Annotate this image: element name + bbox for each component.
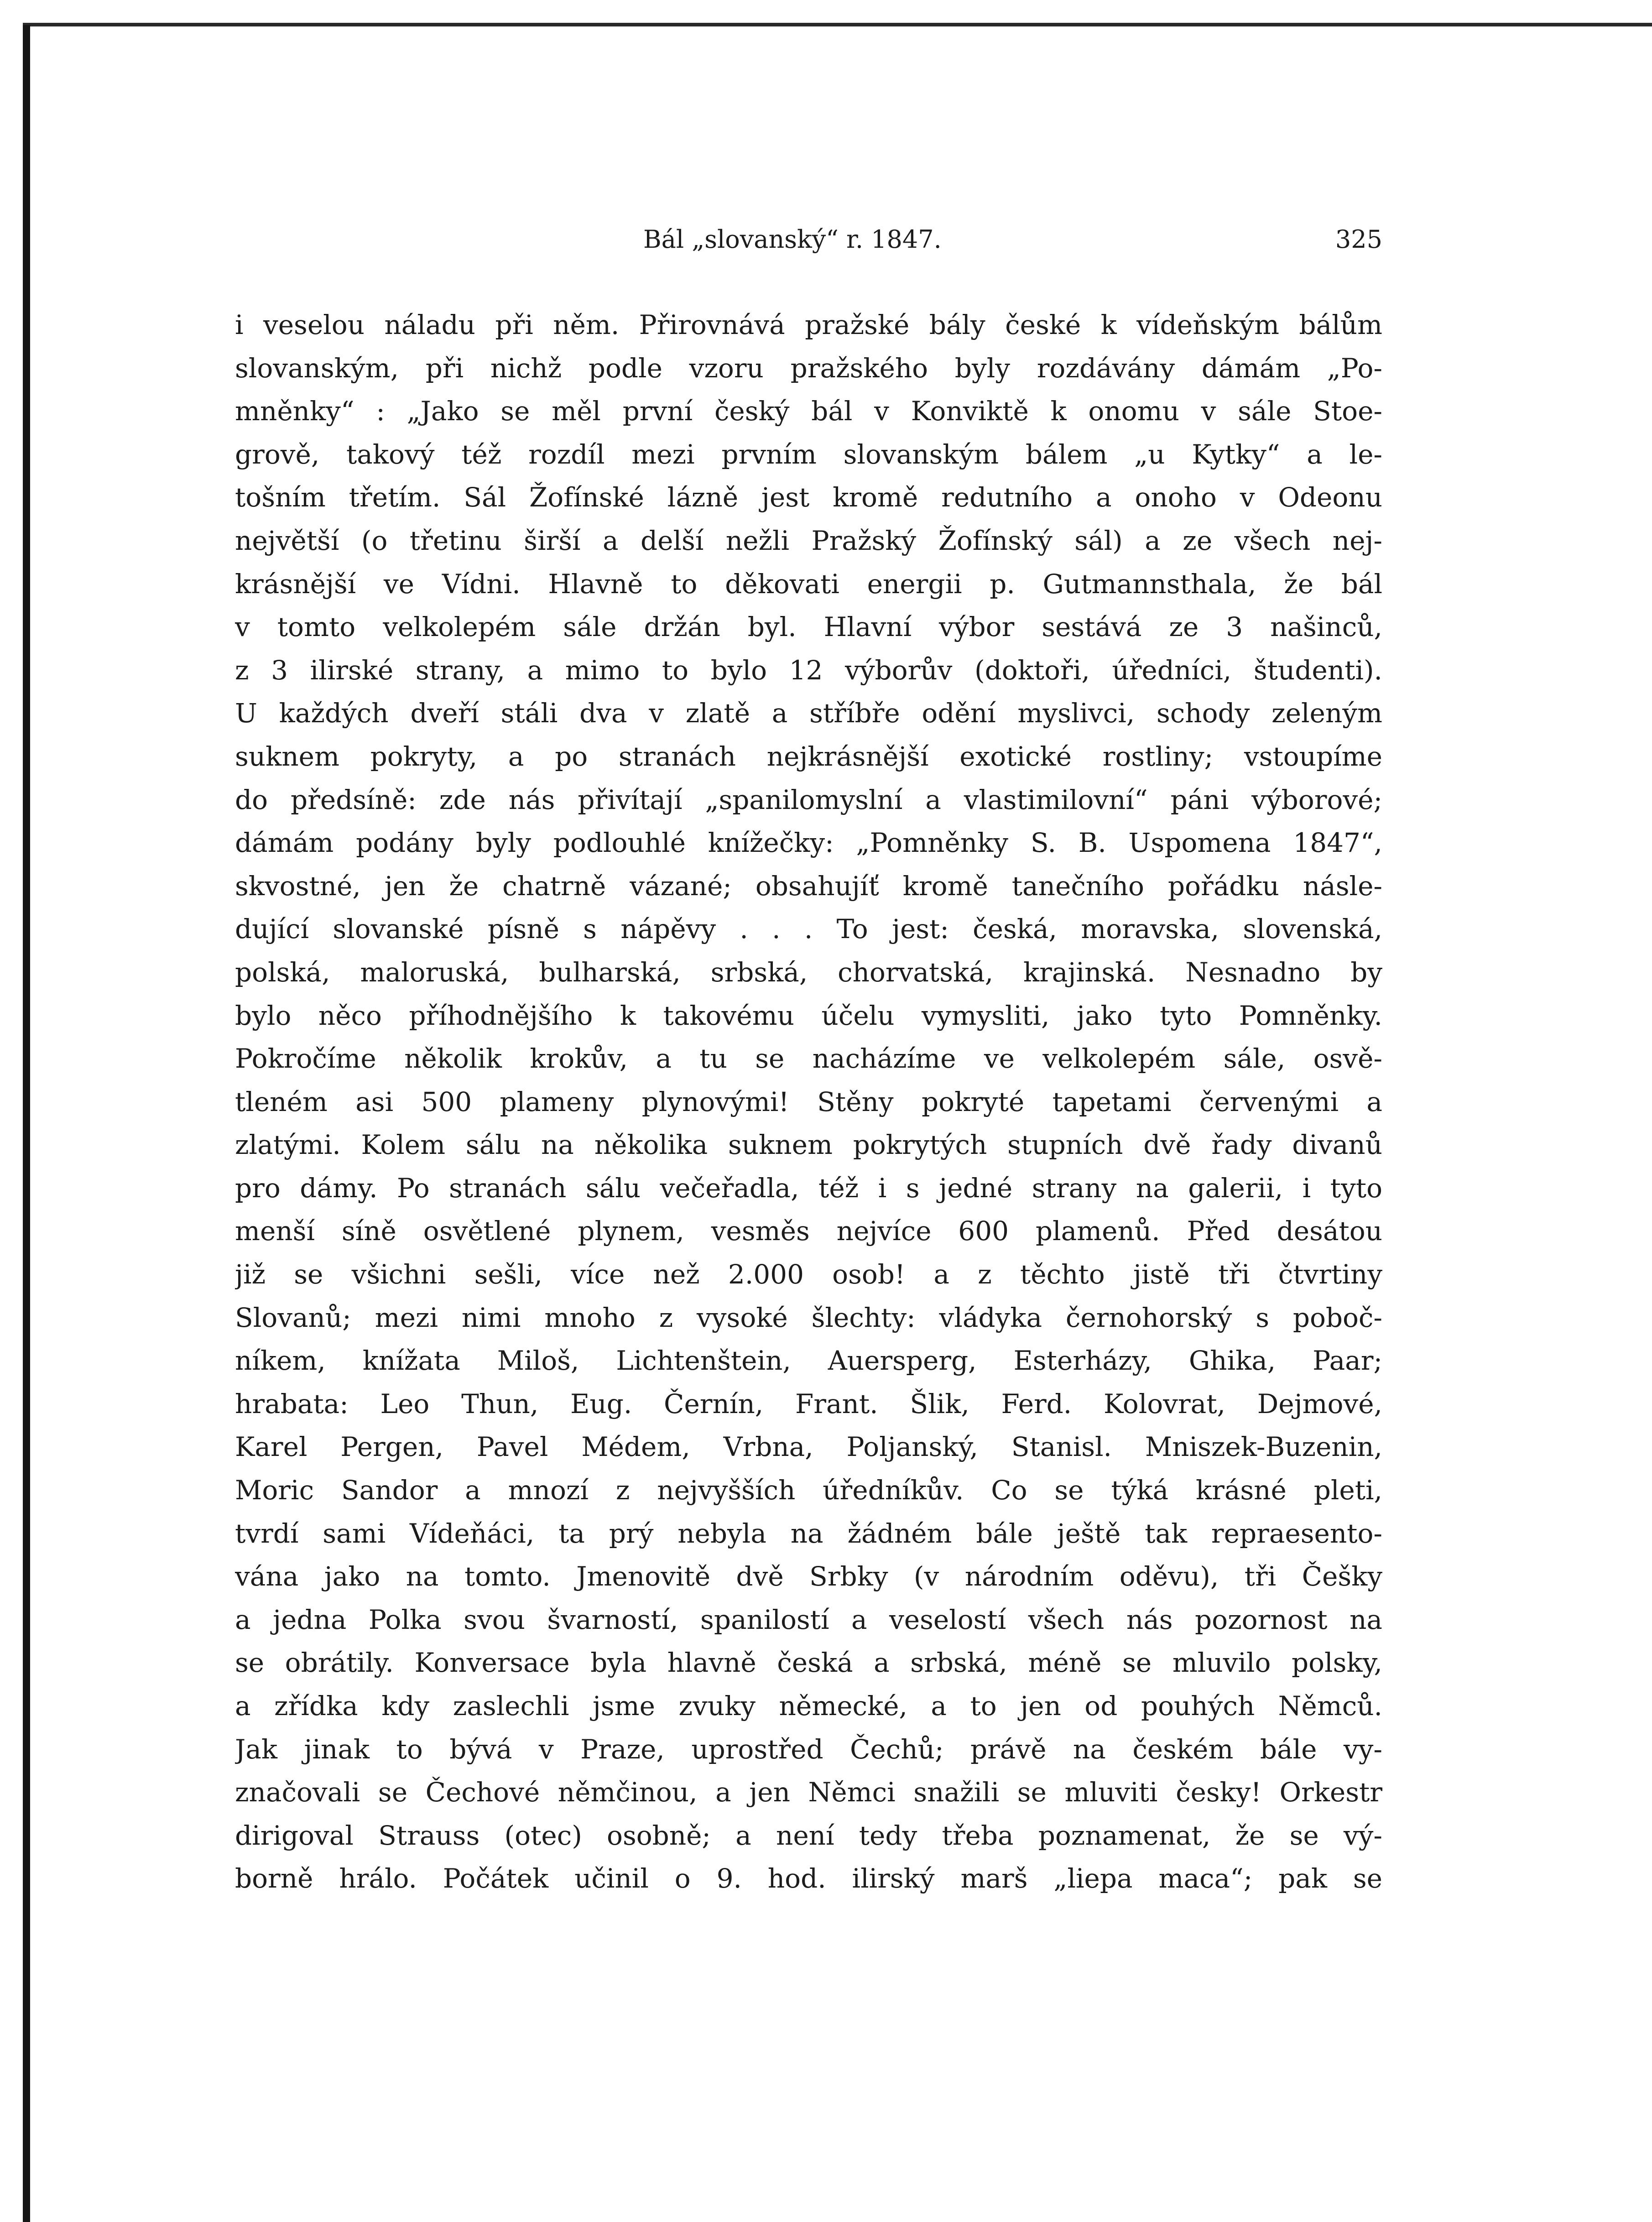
- scan-edge-top: [23, 23, 1652, 26]
- text-line: Slovanů; mezi nimi mnoho z vysoké šlechty: vládyka černohorský s poboč-: [235, 1302, 1382, 1333]
- body-text: [235, 303, 1382, 1900]
- text-line: z 3 ilirské strany, a mimo to bylo 12 výborův (doktoři, úředníci, študenti).: [235, 654, 1382, 686]
- text-line: Moric Sandor a mnozí z nejvyšších úředníkův. Co se týká krásné pleti,: [235, 1475, 1382, 1506]
- text-line: již se všichni sešli, více než 2.000 osob! a z těchto jistě tři čtvrtiny: [235, 1259, 1382, 1290]
- text-line: suknem pokryty, a po stranách nejkrásnější exotické rostliny; vstoupíme: [235, 741, 1382, 772]
- text-line: a jedna Polka svou švarností, spanilostí a veselostí všech nás pozornost na: [235, 1604, 1382, 1635]
- text-line: tvrdí sami Vídeňáci, ta prý nebyla na žádném bále ještě tak repraesento-: [235, 1518, 1382, 1549]
- text-line: slovanským, při nichž podle vzoru pražského byly rozdávány dámám „Po-: [235, 352, 1382, 384]
- text-line: dámám podány byly podlouhlé knížečky: „Pomněnky S. B. Uspomena 1847“,: [235, 827, 1382, 859]
- text-line: mněnky“ : „Jako se měl první český bál v Konviktě k onomu v sále Stoe-: [235, 396, 1382, 427]
- scan-edge-left: [23, 25, 30, 2222]
- text-line: tleném asi 500 plameny plynovými! Stěny pokryté tapetami červenými a: [235, 1086, 1382, 1117]
- text-line: skvostné, jen že chatrně vázané; obsahujíť kromě tanečního pořádku násle-: [235, 870, 1382, 902]
- page-number: 325: [1335, 225, 1382, 254]
- text-line: dující slovanské písně s nápěvy . . . To jest: česká, moravska, slovenská,: [235, 913, 1382, 945]
- text-line: se obrátily. Konversace byla hlavně česká a srbská, méně se mluvilo polsky,: [235, 1647, 1382, 1679]
- text-line: níkem, knížata Miloš, Lichtenštein, Auersperg, Esterházy, Ghika, Paar;: [235, 1345, 1382, 1377]
- text-line: a zřídka kdy zaslechli jsme zvuky německé, a to jen od pouhých Němců.: [235, 1690, 1382, 1721]
- text-line: vána jako na tomto. Jmenovitě dvě Srbky (v národním oděvu), tři Češky: [235, 1561, 1382, 1592]
- text-line: U každých dveří stáli dva v zlatě a stříbře odění myslivci, schody zeleným: [235, 698, 1382, 729]
- text-line: menší síně osvětlené plynem, vesměs nejvíce 600 plamenů. Před desátou: [235, 1215, 1382, 1247]
- text-line: borně hrálo. Počátek učinil o 9. hod. ilirský marš „liepa maca“; pak se: [235, 1863, 1382, 1894]
- running-title: Bál „slovanský“ r. 1847.: [643, 225, 942, 254]
- text-line: bylo něco příhodnějšího k takovému účelu vymysliti, jako tyto Pomněnky.: [235, 1000, 1382, 1031]
- text-line: pro dámy. Po stranách sálu večeřadla, též i s jedné strany na galerii, i tyto: [235, 1172, 1382, 1204]
- text-line: dirigoval Strauss (otec) osobně; a není tedy třeba poznamenat, že se vý-: [235, 1820, 1382, 1851]
- text-line: zlatými. Kolem sálu na několika suknem pokrytých stupních dvě řady divanů: [235, 1129, 1382, 1161]
- text-line: Jak jinak to bývá v Praze, uprostřed Čechů; právě na českém bále vy-: [235, 1733, 1382, 1765]
- text-line: v tomto velkolepém sále držán byl. Hlavní výbor sestává ze 3 našinců,: [235, 611, 1382, 643]
- text-line: tošním třetím. Sál Žofínské lázně jest kromě redutního a onoho v Odeonu: [235, 482, 1382, 513]
- text-line: grově, takový též rozdíl mezi prvním slovanským bálem „u Kytky“ a le-: [235, 438, 1382, 470]
- text-line: i veselou náladu při něm. Přirovnává pražské bály české k vídeňským bálům: [235, 309, 1382, 340]
- text-line: do předsíně: zde nás přivítají „spanilomyslní a vlastimilovní“ páni výborové;: [235, 784, 1382, 815]
- text-line: značovali se Čechové němčinou, a jen Němci snažili se mluviti česky! Orkestr: [235, 1777, 1382, 1808]
- page-header: [235, 219, 1382, 260]
- text-line: polská, maloruská, bulharská, srbská, chorvatská, krajinská. Nesnadno by: [235, 956, 1382, 988]
- text-line: největší (o třetinu širší a delší nežli Pražský Žofínský sál) a ze všech nej-: [235, 525, 1382, 556]
- text-line: Karel Pergen, Pavel Médem, Vrbna, Poljanský, Stanisl. Mniszek-Buzenin,: [235, 1431, 1382, 1463]
- text-line: hrabata: Leo Thun, Eug. Černín, Frant. Šlik, Ferd. Kolovrat, Dejmové,: [235, 1388, 1382, 1419]
- text-line: Pokročíme několik krokův, a tu se nacházíme ve velkolepém sále, osvě-: [235, 1043, 1382, 1074]
- text-line: krásnější ve Vídni. Hlavně to děkovati energii p. Gutmannsthala, že bál: [235, 568, 1382, 600]
